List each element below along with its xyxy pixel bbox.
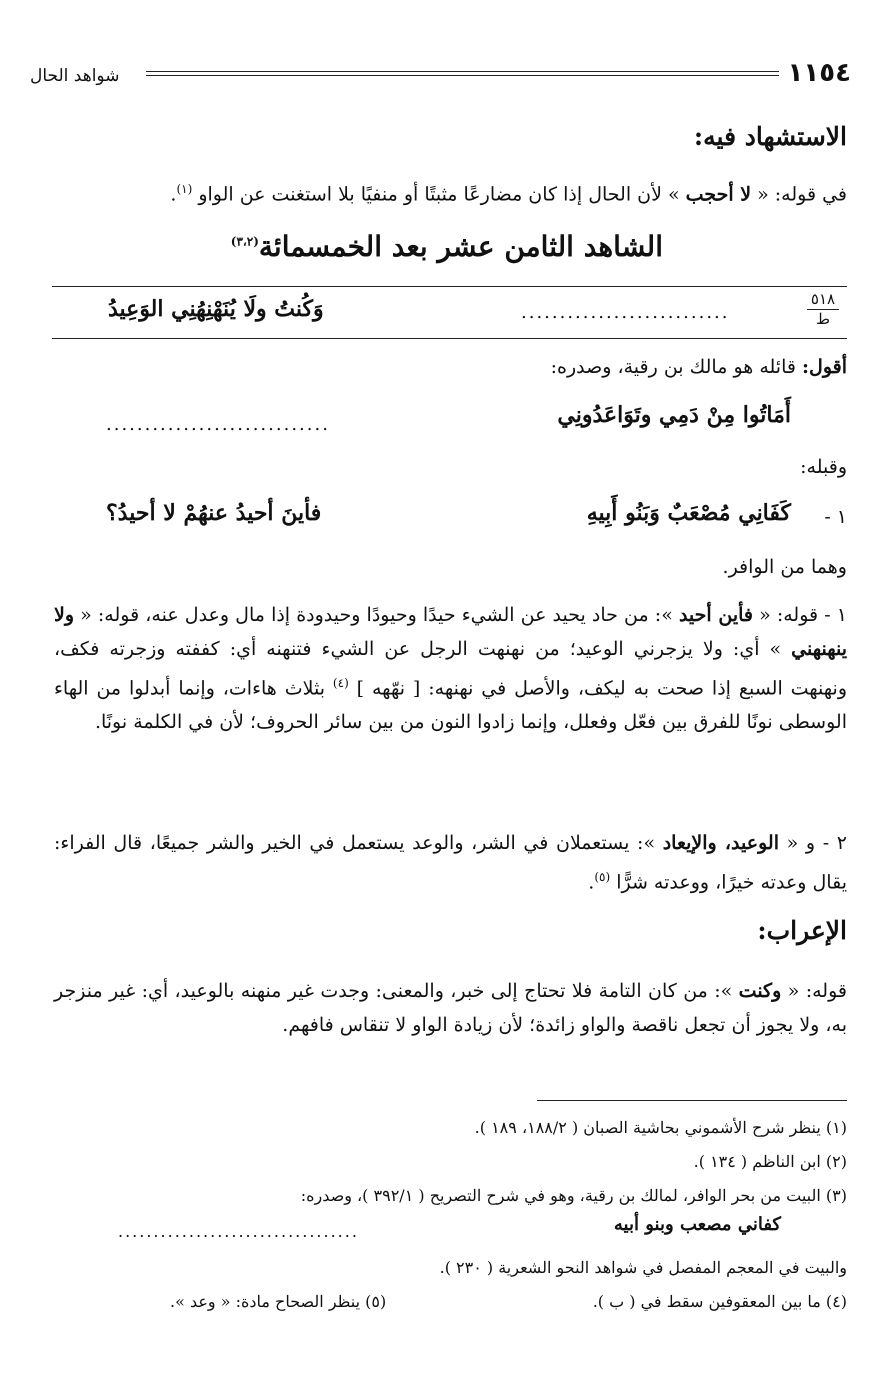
explain2-end: .: [588, 871, 595, 894]
explain1-bold-2: ولا ينهنهني: [54, 604, 847, 660]
verse-box-bottom-rule: [52, 338, 847, 339]
aqul-line: [551, 356, 847, 378]
footnote-3: (٣) البيت من بحر الوافر، لمالك بن رقية، وهو في شرح التصريح ( ٣٩٢/١ )، وصدره:: [300, 1186, 847, 1205]
irab-paragraph: [54, 974, 847, 1042]
irab-text: »: من كان التامة فلا تحتاج إلى خبر، والمعنى: وجدت غير منهنه بالوعيد، أي: غير منزجر به، ولا يجوز أن تجعل ناقصة والواو زائدة؛ لأن زيادة الواو لا تنقاس فافهم.: [54, 980, 847, 1036]
prev-verse-number: ١ -: [824, 506, 847, 528]
footnote-4: (٤) ما بين المعقوفين سقط في ( ب ).: [592, 1292, 847, 1311]
shahid-title: [231, 230, 663, 263]
sadr-dots: .............................: [106, 414, 330, 435]
footnote-1: (١) ينظر شرح الأشموني بحاشية الصبان ( ١٨٨/٢، ١٨٩ ).: [474, 1118, 847, 1137]
istishhad-bold: لا أحجب: [685, 183, 752, 206]
explain2-footnote-ref: (٥): [594, 870, 611, 884]
sadr-verse: أَمَاتُوا مِنْ دَمِي وتَوَاعَدُونِي: [557, 402, 791, 428]
footnote-3-dots: ..................................: [118, 1222, 359, 1241]
verse-hemistich: وَكُنتُ ولَا يُنَهْنِهُنِي الوَعِيدُ: [108, 296, 324, 322]
aqul-label: أقول:: [802, 356, 847, 378]
explain1-text-2: » أي: ولا يزجرني الوعيد؛ من نهنهت الرجل عن الشيء فتنهنه أي: كففته وزجرته فكف، ونهنهت السبع إذا صحت به ليكف، والأصل في نهنهه: [ نهّهه ]: [54, 638, 848, 700]
explain2-pre: ٢ - و «: [779, 832, 848, 854]
footnote-ref: (١): [176, 182, 193, 196]
section-heading-irab: الإعراب:: [757, 916, 847, 945]
verse-number-bottom: ط: [816, 310, 830, 328]
section-heading-istishhad: الاستشهاد فيه:: [693, 122, 847, 151]
istishhad-pre: في قوله: «: [751, 183, 847, 206]
explain1-pre: ١ - قوله: «: [752, 604, 847, 626]
irab-pre: قوله: «: [781, 980, 847, 1002]
header-rule: [146, 71, 779, 76]
qablahu: وقبله:: [800, 456, 847, 478]
prev-verse-second: فأينَ أحيدُ عنهُمْ لا أحيدُ؟: [106, 500, 322, 526]
footnote-5: (٥) ينظر الصحاح مادة: « وعد ».: [170, 1292, 387, 1311]
explain1-footnote-ref: (٤): [332, 676, 349, 690]
page-number: ١١٥٤: [787, 58, 851, 88]
meter-note: وهما من الوافر.: [722, 556, 847, 578]
footnote-separator: [537, 1100, 847, 1101]
explain1-text-3: بثلاث هاءات، وإنما أبدلوا من الهاء الوسطى نونًا للفرق بين فعّل وفعلل، وإنما زادوا النون من بين سائر الحروف؛ لأن في الكلمة نونًا.: [54, 677, 847, 734]
explain1-text-1: »: من حاد يحيد عن الشيء حيدًا وحيودًا وحيدودة إذا مال وعدل عنه، قوله: «: [74, 604, 679, 626]
shahid-footnote-ref: (٣،٢): [230, 234, 259, 249]
explain2-bold: الوعيد، والإيعاد: [662, 832, 779, 854]
footnote-3-after: والبيت في المعجم المفصل في شواهد النحو الشعرية ( ٢٣٠ ).: [439, 1258, 847, 1277]
aqul-text: قائله هو مالك بن رقية، وصدره:: [550, 356, 802, 378]
explain-paragraph-2: [54, 826, 847, 899]
footnote-3-verse: كفاني مصعب وبنو أبيه: [613, 1214, 781, 1235]
explain1-bold-1: فأين أحيد: [678, 604, 753, 626]
verse-dots: ...........................: [521, 302, 730, 323]
istishhad-post: » لأن الحال إذا كان مضارعًا مثبتًا أو منفيًا بلا استغنت عن الواو: [198, 183, 686, 206]
verse-box-top-rule: [52, 286, 847, 287]
running-title: شواهد الحال: [30, 66, 120, 86]
istishhad-end: .: [170, 183, 177, 206]
footnote-2: (٢) ابن الناظم ( ١٣٤ ).: [693, 1152, 847, 1171]
explain2-text: »: يستعملان في الشر، والوعد يستعمل في الخير والشر جميعًا، قال الفراء: يقال وعدته خيرًا، ووعدته شرًّا: [54, 832, 847, 894]
verse-number-top: ٥١٨: [810, 290, 836, 308]
irab-bold: وكنت: [738, 980, 782, 1002]
istishhad-text: [170, 182, 847, 205]
verse-number: [803, 290, 843, 328]
prev-verse-first: كَفَانِي مُصْعَبٌ وَبَنُو أَبِيهِ: [586, 500, 791, 526]
shahid-title-text: الشاهد الثامن عشر بعد الخمسمائة: [258, 230, 663, 263]
explain-paragraph-1: [54, 598, 847, 739]
